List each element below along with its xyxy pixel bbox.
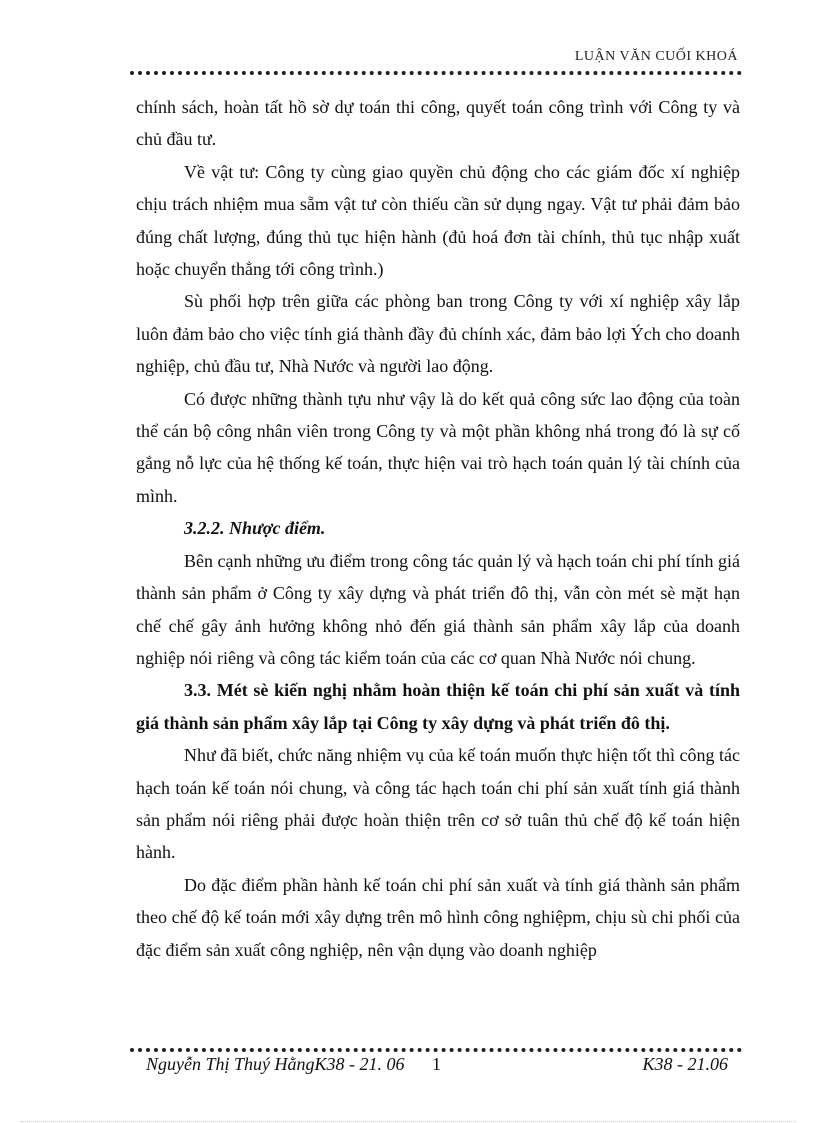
- running-header-title: LUẬN VĂN CUỐI KHOÁ: [574, 49, 738, 64]
- paragraph-characteristics: Do đặc điểm phần hành kế toán chi phí sản xuất và tính giá thành sản phẩm theo chế độ kế toán mới xây dựng trên mô hình công nghiệpm, chịu sù chi phối của đặc điểm sản xuất công nghiệp, nên vận dụng vào doanh nghiệp: [136, 874, 740, 960]
- document-body: [136, 91, 740, 966]
- header-dotted-rule: [130, 71, 742, 75]
- paragraph-achievements: Có được những thành tựu như vậy là do kết quả công sức lao động của toàn thể cán bộ công nhân viên trong Công ty và một phần không nhá trong đó là sự cố gắng nỗ lực của hệ thống kế toán, thực hiện vai trò hạch toán quản lý tài chính của mình.: [136, 388, 740, 506]
- paragraph-continuation: chính sách, hoàn tất hồ sờ dự toán thi công, quyết toán công trình với Công ty và chủ đầu tư.: [136, 97, 740, 150]
- paragraph-coordination: Sù phối hợp trên giữa các phòng ban trong Công ty với xí nghiệp xây lắp luôn đảm bảo cho việc tính giá thành đầy đủ chính xác, đảm bảo lợi Ých cho doanh nghiệp, chủ đầu tư, Nhà Nước và người lao động.: [136, 291, 740, 377]
- footer-author: Nguyễn Thị Thuý HằngK38 - 21. 06: [146, 1054, 405, 1074]
- paragraph-materials: Về vật tư: Công ty cùng giao quyền chủ động cho các giám đốc xí nghiệp chịu trách nhiệm mua sẵm vật tư còn thiếu cần sử dụng ngay. Vật tư phải đảm bảo đúng chất lượng, đúng thủ tục hiện hành (đủ hoá đơn tài chính, thủ tục nhập xuất hoặc chuyển thẳng tới công trình.): [136, 161, 740, 280]
- footer-page-number: 1: [432, 1054, 441, 1074]
- paragraph-function: Như đã biết, chức năng nhiệm vụ của kế toán muốn thực hiện tốt thì công tác hạch toán kế toán nói chung, và công tác hạch toán chi phí sản xuất tính giá thành sản phẩm nói riêng phải được hoàn thiện trên cơ sở tuân thủ chế độ kế toán hiện hành.: [136, 745, 740, 863]
- footer-class-code: K38 - 21.06: [642, 1054, 728, 1074]
- footer-dotted-rule: [130, 1048, 742, 1052]
- section-heading-3-3: 3.3. Mét sè kiến nghị nhằm hoàn thiện kế toán chi phí sản xuất và tính giá thành sản phẩm xây lắp tại Công ty xây dựng và phát triển đô thị.: [136, 680, 740, 733]
- section-heading-3-2-2: 3.2.2. Nhược điểm.: [184, 518, 326, 539]
- page-bottom-divider: [20, 1121, 796, 1122]
- paragraph-limitations: Bên cạnh những ưu điểm trong công tác quản lý và hạch toán chi phí tính giá thành sản phẩm ở Công ty xây dựng và phát triển đô thị, vẫn còn mét sè mặt hạn chế chế gây ảnh hưởng không nhỏ đến giá thành sản phẩm xây lắp của doanh nghiệp nói riêng và công tác kiểm toán của các cơ quan Nhà Nước nói chung.: [136, 550, 740, 668]
